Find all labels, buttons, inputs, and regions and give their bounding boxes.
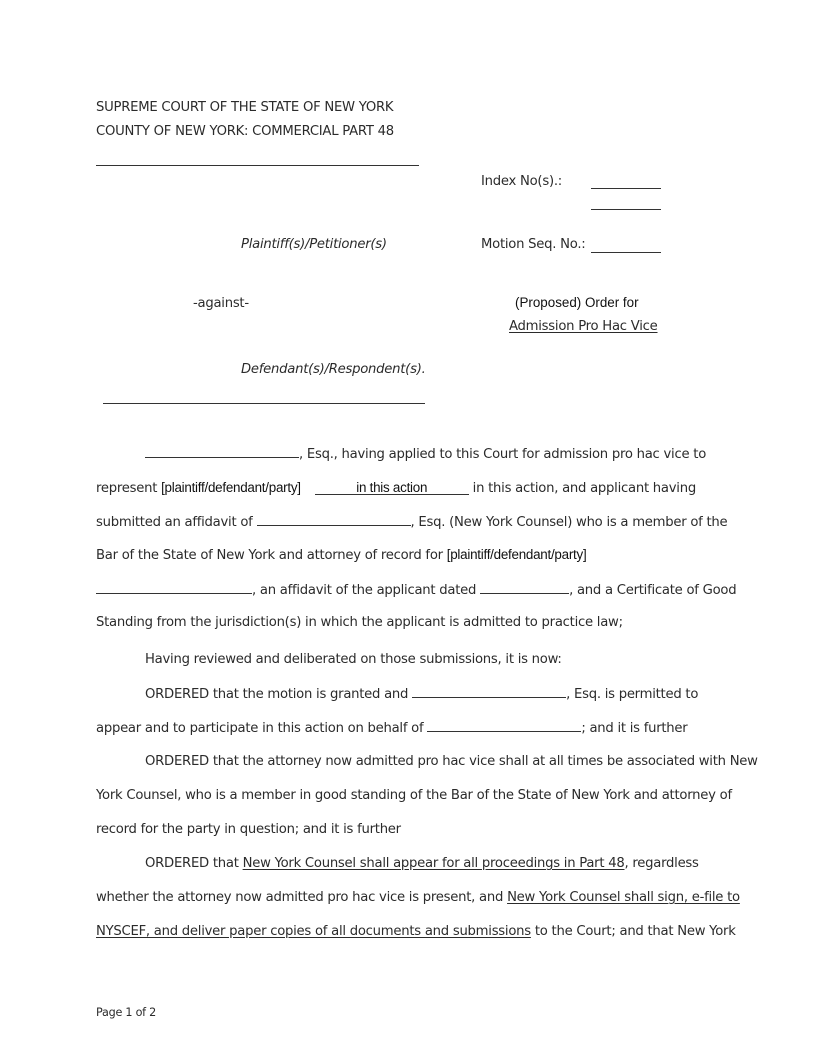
caption-top-rule [96, 165, 419, 166]
body-line-6: Standing from the jurisdiction(s) in which the applicant is admitted to practice law; [96, 615, 623, 630]
body-line-14: whether the attorney now admitted pro hac vice is present, and New York Counsel shall sign, e-file to [96, 890, 740, 905]
ny-counsel-name-field[interactable] [257, 513, 411, 526]
court-name-line1: SUPREME COURT OF THE STATE OF NEW YORK [96, 100, 394, 115]
body-line-4: Bar of the State of New York and attorney of record for [plaintiff/defendant/party] [96, 547, 587, 563]
party-field[interactable]: [plaintiff/defendant/party] [161, 480, 301, 495]
body-line-9: appear and to participate in this action on behalf of ; and it is further [96, 721, 688, 736]
index-number-field-2[interactable] [591, 209, 661, 210]
body-line-7: Having reviewed and deliberated on those submissions, it is now: [145, 652, 562, 667]
body-line-15: NYSCEF, and deliver paper copies of all documents and submissions to the Court; and that New York [96, 924, 736, 939]
body-line-2: represent [plaintiff/defendant/party] in this action in this action, and applicant having [96, 480, 696, 496]
order-title-line2: Admission Pro Hac Vice [509, 319, 658, 334]
against-label: -against- [193, 296, 249, 311]
order-title-line1: (Proposed) Order for [515, 295, 639, 310]
defendant-label: Defendant(s)/Respondent(s). [241, 362, 426, 377]
body-line-11: York Counsel, who is a member in good standing of the Bar of the State of New York and attorney of [96, 788, 732, 803]
body-line-1: , Esq., having applied to this Court for admission pro hac vice to [145, 445, 706, 462]
admitted-attorney-field[interactable] [412, 685, 566, 698]
body-line-13: ORDERED that New York Counsel shall appear for all proceedings in Part 48, regardless [145, 856, 699, 871]
on-behalf-of-field[interactable] [427, 719, 581, 732]
affidavit-date-field[interactable] [480, 581, 569, 594]
motion-seq-field[interactable] [591, 252, 661, 253]
body-line-5: , an affidavit of the applicant dated , and a Certificate of Good [96, 581, 736, 598]
index-number-label: Index No(s).: [481, 174, 562, 189]
index-number-field-1[interactable] [591, 188, 661, 189]
motion-seq-label: Motion Seq. No.: [481, 237, 586, 252]
applicant-name-field[interactable] [145, 445, 299, 458]
party-field-2[interactable]: [plaintiff/defendant/party] [446, 547, 587, 562]
in-this-action-field[interactable]: in this action [315, 481, 469, 495]
plaintiff-label: Plaintiff(s)/Petitioner(s) [241, 237, 387, 252]
page-number: Page 1 of 2 [96, 1006, 157, 1019]
court-name-line2: COUNTY OF NEW YORK: COMMERCIAL PART 48 [96, 124, 394, 139]
body-line-10: ORDERED that the attorney now admitted pro hac vice shall at all times be associated with New [145, 754, 758, 769]
body-line-3: submitted an affidavit of , Esq. (New York Counsel) who is a member of the [96, 515, 728, 530]
caption-bottom-rule [103, 403, 425, 404]
party-name-field[interactable] [96, 581, 252, 594]
body-line-8: ORDERED that the motion is granted and , Esq. is permitted to [145, 687, 699, 702]
body-line-12: record for the party in question; and it is further [96, 822, 401, 837]
